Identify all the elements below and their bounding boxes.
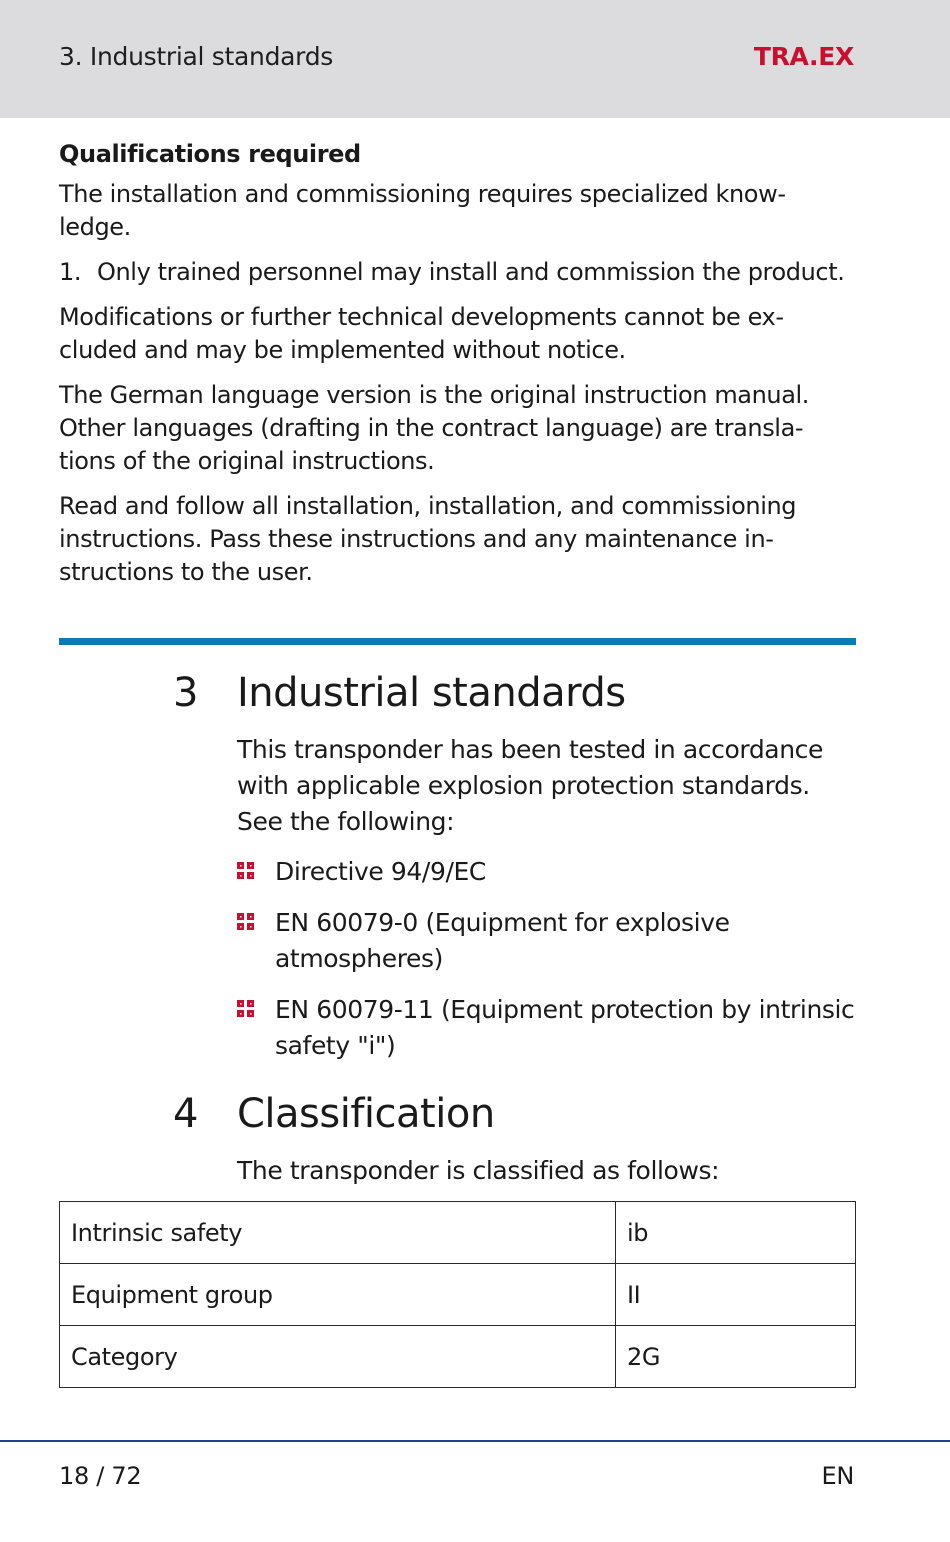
modifications-paragraph: Modifications or further technical developments cannot be ex-cluded and may be implemented without notice.	[59, 303, 784, 364]
section-body	[237, 1153, 857, 1189]
page-header	[0, 0, 950, 118]
section-body	[237, 732, 857, 1079]
section-divider	[59, 638, 856, 645]
section-number: 4	[173, 1091, 199, 1137]
qualifications-intro: The installation and commissioning requires specialized know-ledge.	[59, 180, 786, 241]
red-grid-bullet-icon	[237, 992, 275, 1064]
standard-text: Directive 94/9/EC	[275, 857, 486, 886]
page-number: 18 / 72	[59, 1462, 142, 1490]
language-paragraph: The German language version is the original instruction manual. Other languages (drafting in the contract language) are transla-tions of the original instructions.	[59, 381, 810, 475]
qualifications-heading: Qualifications required	[59, 140, 361, 168]
classification-intro: The transponder is classified as follows:	[237, 1156, 720, 1185]
section-title: Industrial standards	[237, 670, 626, 716]
language-code: EN	[821, 1462, 854, 1490]
red-grid-bullet-icon	[237, 854, 275, 890]
product-model: TRA.EX	[753, 42, 854, 71]
table-cell-property: Equipment group	[60, 1264, 616, 1326]
table-row	[60, 1264, 856, 1326]
table-cell-property: Category	[60, 1326, 616, 1388]
step-number: 1.	[59, 258, 82, 286]
list-item	[237, 905, 857, 977]
table-cell-value: ib	[616, 1202, 856, 1264]
table-cell-value: 2G	[616, 1326, 856, 1388]
classification-table	[59, 1201, 856, 1388]
standards-intro: This transponder has been tested in accordance with applicable explosion protection standards. See the following:	[237, 735, 823, 836]
standard-text: EN 60079-11 (Equipment protection by intrinsic safety "i")	[275, 995, 855, 1060]
list-item	[237, 854, 857, 890]
section-title: Classification	[237, 1091, 495, 1137]
table-cell-value: II	[616, 1264, 856, 1326]
instructions-paragraph: Read and follow all installation, installation, and commissioning instructions. Pass these instructions and any maintenance in-structions to the user.	[59, 492, 797, 586]
table-cell-property: Intrinsic safety	[60, 1202, 616, 1264]
footer-divider	[0, 1440, 950, 1442]
section-number: 3	[173, 670, 199, 716]
table-row	[60, 1202, 856, 1264]
running-section-title: 3. Industrial standards	[59, 42, 334, 71]
table-row	[60, 1326, 856, 1388]
qualifications-block	[59, 140, 856, 601]
standards-list	[237, 854, 857, 1064]
standard-text: EN 60079-0 (Equipment for explosive atmospheres)	[275, 908, 730, 973]
red-grid-bullet-icon	[237, 905, 275, 977]
step-text: Only trained personnel may install and commission the product.	[97, 258, 845, 286]
list-item	[237, 992, 857, 1064]
numbered-step	[59, 256, 856, 289]
